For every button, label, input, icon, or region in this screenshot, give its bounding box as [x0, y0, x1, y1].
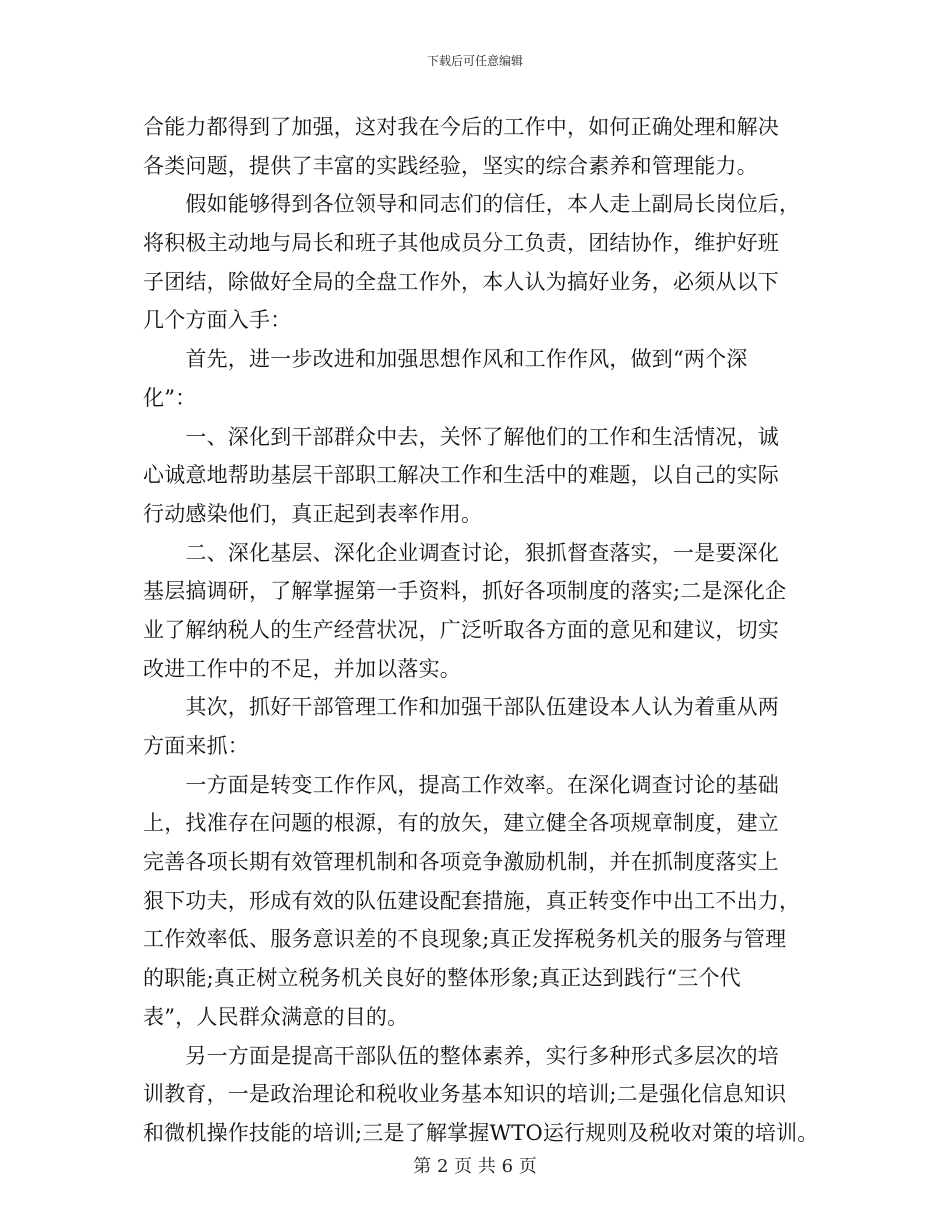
text-line: 另一方面是提高干部队伍的整体素养，实行多种形式多层次的培 [143, 1043, 779, 1068]
text-line: 上，找准存在问题的根源，有的放矢，建立健全各项规章制度，建立 [143, 811, 779, 836]
text-line: 合能力都得到了加强，这对我在今后的工作中，如何正确处理和解决 [143, 115, 779, 139]
text-line: 各类问题，提供了丰富的实践经验，坚实的综合素养和管理能力。 [143, 153, 758, 178]
text-line: 首先，进一步改进和加强思想作风和工作作风，做到“两个深 [143, 347, 748, 372]
text-line: 和微机操作技能的培训;三是了解掌握WTO运行规则及税收对策的培训。 [143, 1120, 819, 1145]
text-line: 表”，人民群众满意的目的。 [143, 1004, 409, 1029]
text-line: 将积极主动地与局长和班子其他成员分工负责，团结协作，维护好班 [143, 231, 779, 256]
page-footer: 第 2 页 共 6 页 [413, 1156, 537, 1177]
text-line: 二、深化基层、深化企业调查讨论，狠抓督查落实，一是要深化 [143, 540, 779, 565]
text-line: 训教育，一是政治理论和税收业务基本知识的培训;二是强化信息知识 [143, 1082, 787, 1107]
text-line: 其次，抓好干部管理工作和加强干部队伍建设本人认为着重从两 [143, 695, 779, 720]
page-header: 下载后可任意编辑 [426, 54, 523, 68]
text-line: 假如能够得到各位领导和同志们的信任，本人走上副局长岗位后， [143, 192, 801, 217]
text-line: 行动感染他们，真正起到表率作用。 [143, 501, 483, 526]
text-line: 完善各项长期有效管理机制和各项竞争激励机制，并在抓制度落实上 [143, 850, 779, 875]
document-body [143, 108, 823, 1153]
text-line: 化”： [143, 385, 197, 410]
text-line: 的职能;真正树立税务机关良好的整体形象;真正达到践行“三个代 [143, 966, 741, 991]
text-line: 几个方面入手： [143, 308, 292, 333]
text-line: 狠下功夫，形成有效的队伍建设配套措施，真正转变作中出工不出力， [143, 888, 801, 913]
text-line: 基层搞调研，了解掌握第一手资料，抓好各项制度的落实;二是深化企 [143, 579, 787, 604]
text-line: 子团结，除做好全局的全盘工作外，本人认为搞好业务，必须从以下 [143, 269, 779, 294]
text-line: 心诚意地帮助基层干部职工解决工作和生活中的难题，以自己的实际 [143, 463, 779, 488]
text-line: 工作效率低、服务意识差的不良现象;真正发挥税务机关的服务与管理 [143, 927, 787, 952]
text-line: 方面来抓： [143, 734, 249, 758]
text-line: 改进工作中的不足，并加以落实。 [143, 656, 461, 681]
text-line: 一方面是转变工作作风，提高工作效率。在深化调查讨论的基础 [143, 772, 779, 797]
text-line: 业了解纳税人的生产经营状况，广泛听取各方面的意见和建议，切实 [143, 617, 779, 642]
text-line: 一、深化到干部群众中去，关怀了解他们的工作和生活情况，诚 [143, 424, 779, 449]
